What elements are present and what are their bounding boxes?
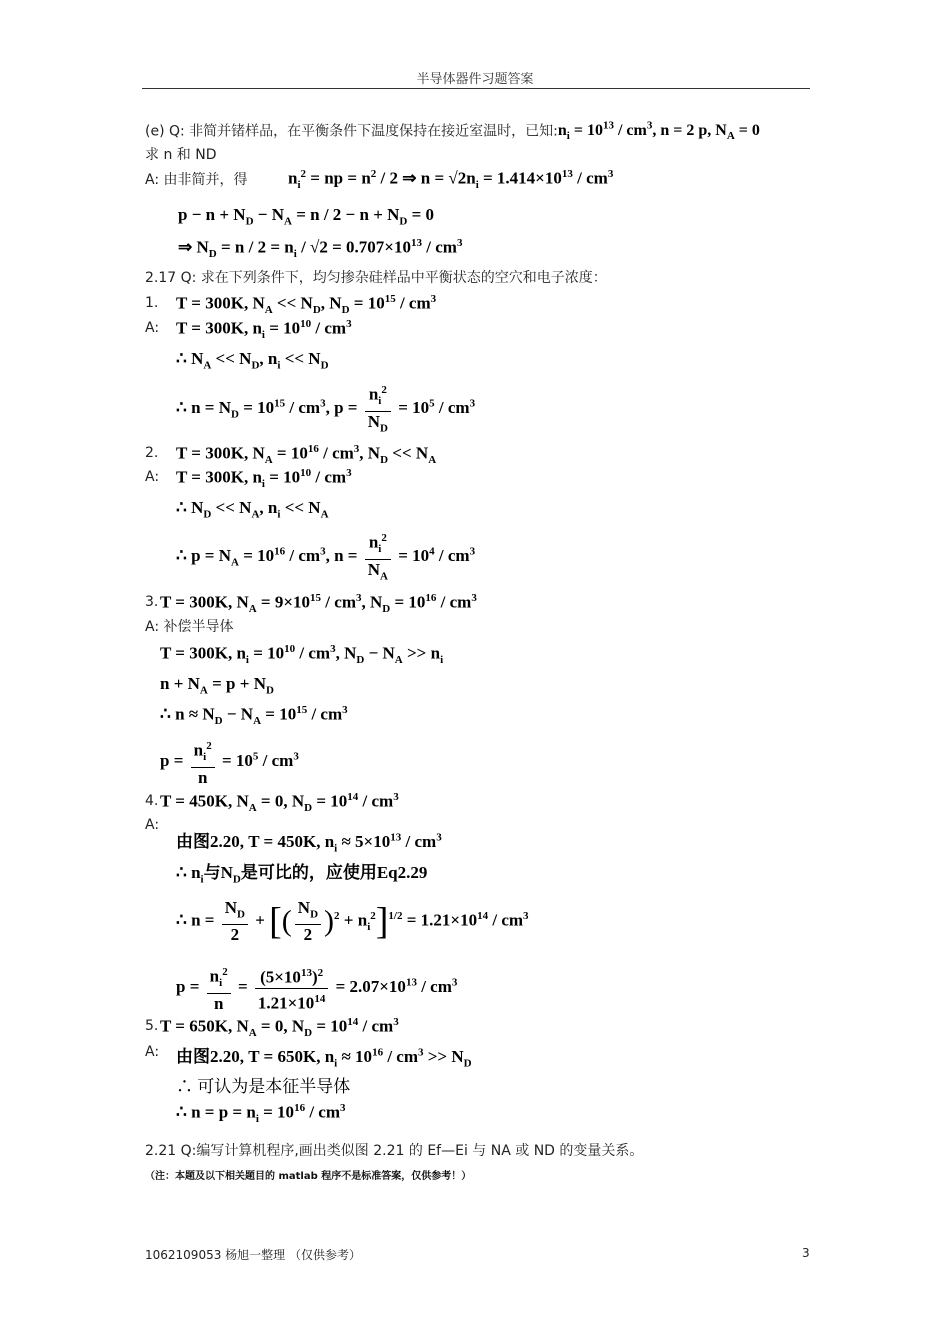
part1-eq2: ∴ $N_A << N_D$, $n_i << N_D$ — [176, 349, 329, 372]
page-header: 半导体器件习题答案 — [416, 72, 534, 87]
part5-eq1: 由图2.20, T = 650K, $n_i \approx 10^{16} / cm^3 >> N_D$ — [176, 1046, 472, 1070]
part5-eq2: ∴ 可认为是本征半导体 — [176, 1077, 351, 1096]
question-2-21: 2.21 Q:编写计算机程序,画出类似图 2.21 的 Ef—Ei 与 NA 或 ND 的变量关系。 — [145, 1143, 644, 1159]
part1-eq3: ∴ $n = N_D = 10^{15} / cm^3$, p = $\frac{n_i^2}{N_D}$ = $10^5 / cm^3$ — [176, 380, 475, 438]
part5-answer-label: A: — [145, 1044, 160, 1060]
footer-author: 1062109053 杨旭一整理 （仅供参考） — [145, 1248, 361, 1262]
part1-eq1: T = 300K, $n_i = 10^{10} / cm^3$ — [176, 318, 352, 342]
answer-e-eq3: ⇒ $N_D = n / 2 = n_i / √2 = 0.707\times 10^{13} / cm^3$ — [178, 237, 463, 261]
answer-e-eq2: $p - n + N_D - N_A = n / 2 - n + N_D = 0$ — [178, 205, 435, 228]
part2-answer-label: A: — [145, 469, 160, 485]
part5-label: 5. — [145, 1018, 159, 1034]
answer-e-eq1: $n_i^2$ = np = $n^2 / 2$ ⇒ $n = √2n_i = 1.414\times 10^{13} / cm^3$ — [288, 168, 614, 192]
page-number: 3 — [802, 1246, 810, 1260]
answer-e-label: A: 由非简并，得 — [145, 172, 248, 188]
part5-condition: T = 650K, $N_A = 0$, $N_D = 10^{14} / cm^3$ — [160, 1016, 399, 1040]
part4-eq2: ∴ $n_i$与$N_D$是可比的，应使用Eq2.29 — [176, 863, 428, 886]
part5-eq3: ∴ $n = p = n_i = 10^{16} / cm^3$ — [176, 1102, 346, 1126]
part1-condition: T = 300K, $N_A << N_D$, $N_D = 10^{15} / cm^3$ — [176, 293, 437, 317]
part3-condition: T = 300K, $N_A = 9\times 10^{15} / cm^3$, $N_D = 10^{16} / cm^3$ — [160, 592, 477, 616]
part4-answer-label: A: — [145, 817, 160, 833]
part3-answer-label: A: 补偿半导体 — [145, 619, 234, 635]
part4-eq1: 由图2.20, T = 450K, $n_i \approx 5\times 10^{13} / cm^3$ — [176, 831, 442, 855]
part3-eq4: p = $\frac{n_i^2}{n}$ = $10^5 / cm^3$ — [160, 736, 299, 788]
question-e: (e) Q: 非简并锗样品，在平衡条件下温度保持在接近室温时，已知$:n_i = 10^{13} / cm^3$, n = 2 p, $N_A = 0$ — [145, 120, 760, 143]
part3-eq2: $n + N_A = p + N_D$ — [160, 674, 274, 697]
part4-eq4: p = $\frac{n_i^2}{n}$ = $\frac{(5\times 10^{13})^2}{1.21\times 10^{14}}$ = $2.07\times 10^{13} / cm^3$ — [176, 962, 457, 1014]
question-e-text: (e) Q: 非简并锗样品，在平衡条件下温度保持在接近室温时，已知: — [145, 123, 558, 140]
part2-eq3: ∴ $p = N_A = 10^{16} / cm^3$, n = $\frac{n_i^2}{N_A}$ = $10^4 / cm^3$ — [176, 528, 475, 586]
part2-eq2: ∴ $N_D << N_A$, $n_i << N_A$ — [176, 498, 329, 521]
part2-eq1: T = 300K, $n_i = 10^{10} / cm^3$ — [176, 467, 352, 491]
part2-label: 2. — [145, 445, 159, 461]
part4-condition: T = 450K, $N_A = 0$, $N_D = 10^{14} / cm^3$ — [160, 791, 399, 815]
part3-label: 3. — [145, 594, 159, 610]
part3-eq1: T = 300K, $n_i = 10^{10} / cm^3$, $N_D - N_A >> n_i$ — [160, 643, 444, 667]
part4-label: 4. — [145, 793, 159, 809]
matlab-note: （注：本题及以下相关题目的 matlab 程序不是标准答案，仅供参考！） — [145, 1171, 472, 1182]
header-rule — [142, 88, 810, 89]
part3-eq3: ∴ $n \approx N_D - N_A = 10^{15} / cm^3$ — [160, 704, 348, 728]
part1-label: 1. — [145, 295, 159, 311]
question-e-line2: 求 n 和 ND — [145, 147, 217, 163]
part4-eq3: ∴ n = $\frac{N_D}{2}$ + [( $\frac{N_D}{2}$ )$^2 + n_i^2]^{1/2} = 1.21\times 10^{14} / cm^3$ — [176, 898, 529, 945]
part1-answer-label: A: — [145, 320, 160, 336]
question-2-17: 2.17 Q: 求在下列条件下，均匀掺杂硅样品中平衡状态的空穴和电子浓度： — [145, 270, 607, 286]
part2-condition: T = 300K, $N_A = 10^{16} / cm^3$, $N_D << N_A$ — [176, 443, 437, 467]
